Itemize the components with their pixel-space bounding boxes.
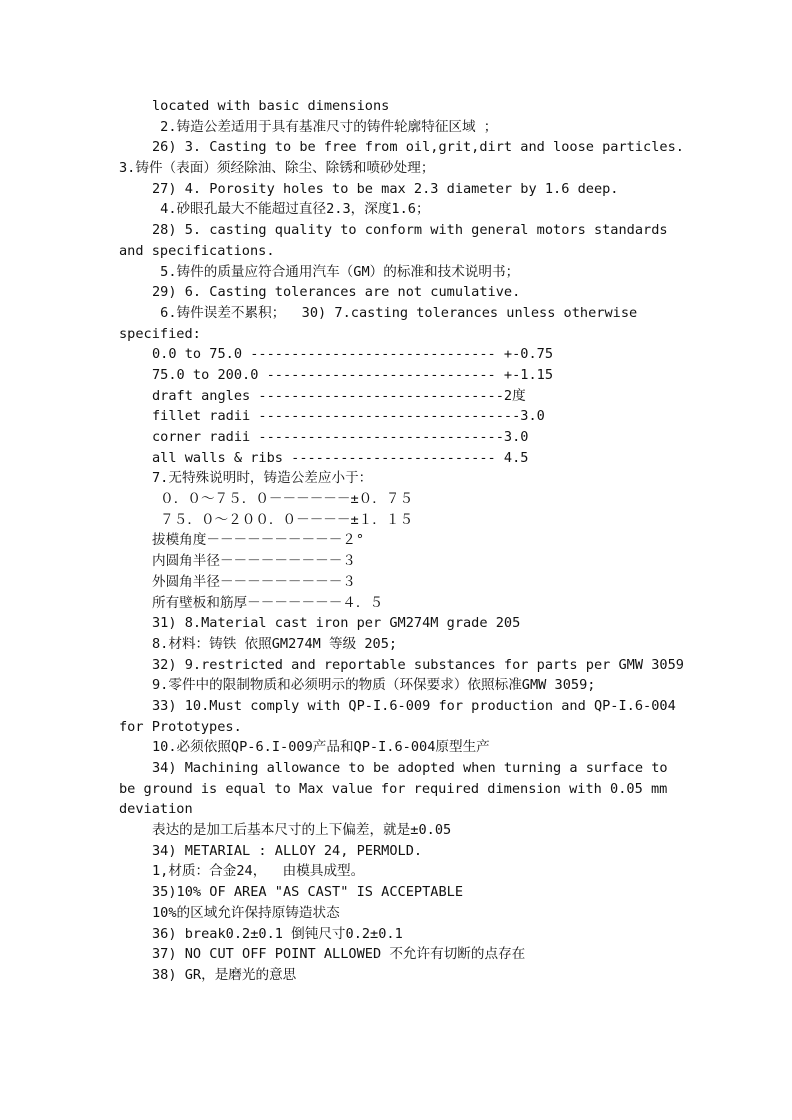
text-line: 26) 3. Casting to be free from oil,grit,dirt and loose particles. <box>152 139 684 156</box>
text-line: 37) NO CUT OFF POINT ALLOWED 不允许有切断的点存在 <box>152 946 526 963</box>
text-line: 33) 10.Must comply with QP-I.6-009 for production and QP-I.6-004 <box>152 697 676 714</box>
tolerance-line: 0.0 to 75.0 ------------------------------ +-0.75 <box>152 346 554 363</box>
text-line: 36) break0.2±0.1 倒钝尺寸0.2±0.1 <box>152 925 403 942</box>
text-line: 4.砂眼孔最大不能超过直径2.3，深度1.6； <box>152 201 430 218</box>
tolerance-line: fillet radii --------------------------------3.0 <box>152 408 545 425</box>
tolerance-line: corner radii ------------------------------3.0 <box>152 429 529 445</box>
text-line: 29) 6. Casting tolerances are not cumulative. <box>152 284 521 301</box>
tolerance-line: 内圆角半径－－－－－－－－－３ <box>152 553 356 570</box>
tolerance-line: 75.0 to 200.0 ---------------------------- +-1.15 <box>152 366 554 383</box>
text-line: 6.铸件误差不累积； 30) 7.casting tolerances unless otherwise <box>152 304 638 321</box>
text-line: 7.无特殊说明时，铸造公差应小于： <box>152 470 373 487</box>
tolerance-line: all walls & ribs ------------------------- 4.5 <box>152 449 529 466</box>
tolerance-line: draft angles ------------------------------2度 <box>152 387 526 404</box>
text-line: 10.必须依照QP-6.I-009产品和QP-I.6-004原型生产 <box>152 739 490 756</box>
tolerance-line: 拔模角度－－－－－－－－－－２° <box>152 532 365 549</box>
text-line: 10%的区域允许保持原铸造状态 <box>152 904 340 921</box>
text-line: located with basic dimensions <box>152 98 390 114</box>
text-line: 38) GR，是磨光的意思 <box>152 966 297 983</box>
text-line: 表达的是加工后基本尺寸的上下偏差，就是±0.05 <box>152 822 452 839</box>
tolerance-line: 外圆角半径－－－－－－－－－３ <box>152 573 356 590</box>
text-line: 1,材质：合金24， 由模具成型。 <box>152 863 365 880</box>
tolerance-line: ７５．０～２００．０－－－－±１．１５ <box>152 511 414 528</box>
text-line: 2.铸造公差适用于具有基准尺寸的铸件轮廓特征区域 ； <box>152 118 498 135</box>
text-line: 5.铸件的质量应符合通用汽车（GM）的标准和技术说明书； <box>152 263 520 280</box>
text-line: deviation <box>119 801 193 818</box>
text-line: 8.材料：铸铁 依照GM274M 等级 205; <box>152 635 398 652</box>
text-line: 9.零件中的限制物质和必须明示的物质（环保要求）依照标准GMW 3059; <box>152 677 596 694</box>
text-line: be ground is equal to Max value for required dimension with 0.05 mm <box>119 780 668 797</box>
text-line: 34) Machining allowance to be adopted when turning a surface to <box>152 760 668 776</box>
text-line: 34) METARIAL : ALLOY 24, PERMOLD. <box>152 842 423 859</box>
text-line: 28) 5. casting quality to conform with general motors standards <box>152 222 668 239</box>
text-line: 35)10% OF AREA "AS CAST" IS ACCEPTABLE <box>152 884 463 901</box>
text-line: 27) 4. Porosity holes to be max 2.3 diameter by 1.6 deep. <box>152 180 619 197</box>
text-line: 31) 8.Material cast iron per GM274M grade 205 <box>152 615 521 632</box>
tolerance-line: 所有壁板和筋厚－－－－－－－４．５ <box>152 594 384 611</box>
text-line: 32) 9.restricted and reportable substances for parts per GMW 3059 <box>152 656 684 673</box>
tolerance-line: ０．０～７５．０－－－－－－±０．７５ <box>152 491 414 508</box>
text-line: 3.铸件（表面）须经除油、除尘、除锈和喷砂处理； <box>119 160 435 177</box>
text-line: specified: <box>119 325 201 342</box>
document-text <box>119 96 684 986</box>
text-line: and specifications. <box>119 242 275 259</box>
text-line: for Prototypes. <box>119 718 242 735</box>
